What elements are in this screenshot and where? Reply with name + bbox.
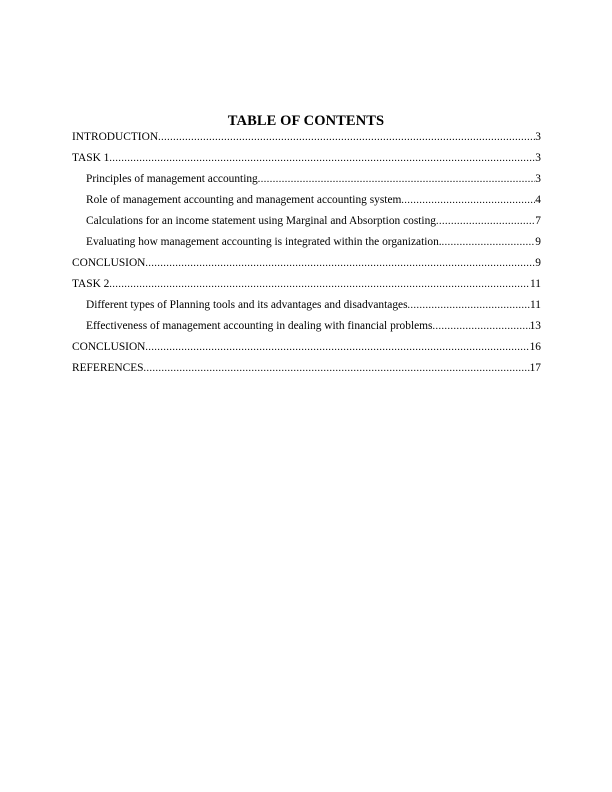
toc-leader-dots bbox=[145, 340, 529, 356]
toc-entry-label: TASK 1 bbox=[72, 152, 110, 164]
toc-leader-dots bbox=[144, 361, 530, 377]
toc-leader-dots bbox=[408, 298, 531, 314]
toc-entry-label: Calculations for an income statement using Marginal and Absorption costing bbox=[86, 215, 436, 227]
toc-leader-dots bbox=[401, 193, 535, 209]
toc-entry-task-2[interactable] bbox=[72, 276, 541, 297]
toc-leader-dots bbox=[432, 319, 529, 335]
toc-leader-dots bbox=[145, 256, 535, 272]
toc-entry-label: TASK 2 bbox=[72, 278, 110, 290]
toc-entry-page: 3 bbox=[535, 152, 541, 164]
toc-entry-label: Effectiveness of management accounting in dealing with financial problems bbox=[86, 320, 433, 332]
toc-entry-conclusion-1[interactable] bbox=[72, 255, 541, 276]
toc-entry-label: REFERENCES bbox=[72, 362, 144, 374]
toc-entry-label: Different types of Planning tools and its advantages and disadvantages bbox=[86, 299, 408, 311]
toc-entry-label: Evaluating how management accounting is integrated within the organization. bbox=[86, 236, 442, 248]
toc-entry-page: 11 bbox=[530, 278, 541, 290]
toc-leader-dots bbox=[258, 172, 536, 188]
toc-list bbox=[72, 129, 541, 381]
toc-entry-evaluating[interactable] bbox=[72, 234, 541, 255]
toc-leader-dots bbox=[442, 235, 536, 251]
toc-leader-dots bbox=[158, 130, 535, 146]
toc-entry-page: 7 bbox=[535, 215, 541, 227]
toc-entry-effectiveness[interactable] bbox=[72, 318, 541, 339]
toc-entry-label: CONCLUSION bbox=[72, 257, 146, 269]
toc-leader-dots bbox=[436, 214, 535, 230]
toc-entry-page: 3 bbox=[535, 131, 541, 143]
toc-entry-label: CONCLUSION bbox=[72, 341, 146, 353]
toc-entry-conclusion-2[interactable] bbox=[72, 339, 541, 360]
toc-entry-page: 13 bbox=[529, 320, 541, 332]
toc-entry-page: 11 bbox=[530, 299, 541, 311]
toc-leader-dots bbox=[109, 151, 535, 167]
toc-title: TABLE OF CONTENTS bbox=[227, 113, 385, 129]
toc-entry-page: 17 bbox=[529, 362, 541, 374]
toc-entry-page: 9 bbox=[535, 257, 541, 269]
toc-entry-calculations[interactable] bbox=[72, 213, 541, 234]
toc-entry-planning-tools[interactable] bbox=[72, 297, 541, 318]
toc-entry-page: 9 bbox=[535, 236, 541, 248]
toc-entry-page: 3 bbox=[535, 173, 541, 185]
toc-entry-page: 16 bbox=[529, 341, 541, 353]
toc-leader-dots bbox=[109, 277, 530, 293]
toc-entry-task-1[interactable] bbox=[72, 150, 541, 171]
toc-entry-label: INTRODUCTION bbox=[72, 131, 159, 143]
toc-entry-label: Principles of management accounting bbox=[86, 173, 258, 185]
toc-entry-label: Role of management accounting and management accounting system bbox=[86, 194, 402, 206]
toc-entry-introduction[interactable] bbox=[72, 129, 541, 150]
toc-entry-references[interactable] bbox=[72, 360, 541, 381]
toc-entry-role[interactable] bbox=[72, 192, 541, 213]
toc-entry-principles[interactable] bbox=[72, 171, 541, 192]
toc-entry-page: 4 bbox=[535, 194, 541, 206]
